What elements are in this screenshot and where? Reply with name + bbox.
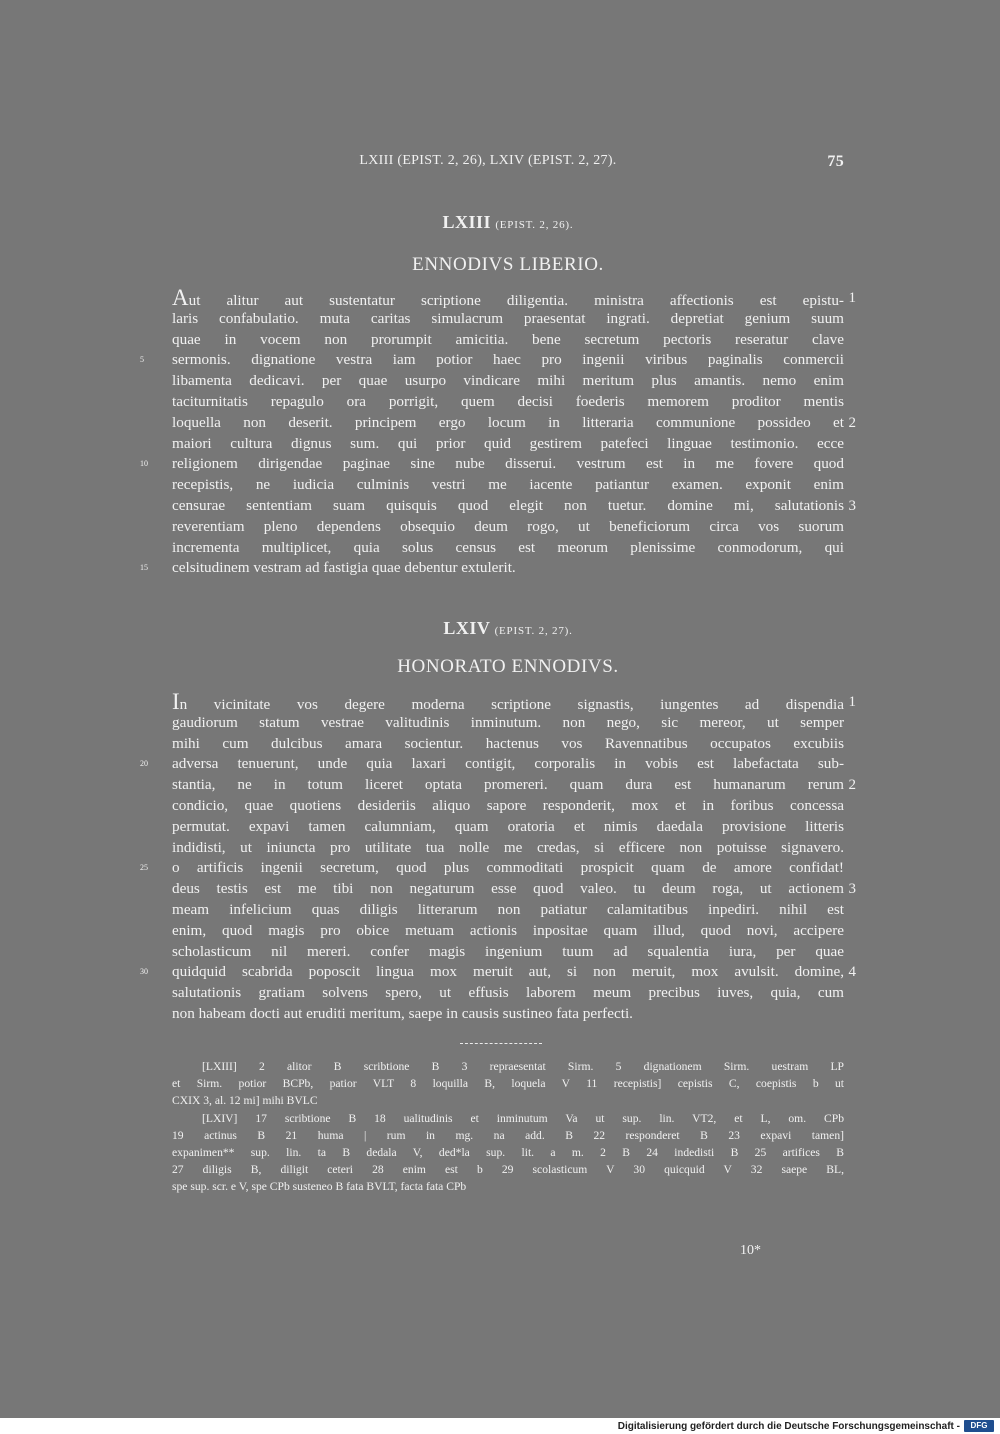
text-line <box>172 309 844 330</box>
text-line <box>172 371 844 392</box>
line-text: indidisti, ut iniuncta pro utilitate tua nolle me credas, si efficere non potuisse signavero. <box>172 838 844 856</box>
line-text: condicio, quae quotiens desideriis aliquo sapore responderit, mox et in foribus concessa <box>172 796 844 814</box>
line-text: taciturnitatis repagulo ora porrigit, quem decisi foederis memorem proditor mentis <box>172 392 844 410</box>
line-text: loquella non deserit. principem ergo locum in litteraria communione possideo et <box>172 413 844 431</box>
text-line <box>172 285 856 310</box>
line-text: meam infelicium quas diligis litterarum non patiatur calamitatibus inpediri. nihil est <box>172 900 844 918</box>
chapter-number: 3 <box>848 497 856 514</box>
line-text: incrementa multiplicet, quia solus census est meorum plenissime conmodorum, qui <box>172 538 844 556</box>
text-line <box>172 434 844 455</box>
line-text: deus testis est me tibi non negaturum esse quod valeo. tu deum roga, ut actionem <box>172 880 844 898</box>
line-text: reverentiam pleno dependens obsequio deum rogo, ut beneficiorum circa vos suorum <box>172 517 844 535</box>
line-text: gaudiorum statum vestrae valitudinis inminutum. non nego, sic mereor, ut semper <box>172 713 844 731</box>
line-text: salutationis gratiam solvens spero, ut effusis laborem meum precibus iuves, quia, cum <box>172 984 844 1002</box>
line-number: 20 <box>140 759 148 769</box>
line-number: 5 <box>140 355 144 365</box>
running-head-title: LXIII (EPIST. 2, 26), LXIV (EPIST. 2, 27). <box>359 153 617 168</box>
line-text: religionem dirigendae paginae sine nube disserui. vestrum est in me fovere quod <box>172 455 844 473</box>
text-line <box>172 734 844 755</box>
apparatus-line: [LXIV] 17 scribtione B 18 ualitudinis et inminutum Va ut sup. lin. VT2, et L, om. CPb <box>202 1111 844 1125</box>
chapter-number: 1 <box>848 694 856 710</box>
letter-number: LXIV <box>443 618 491 638</box>
text-line <box>172 392 844 413</box>
text-line <box>172 538 844 559</box>
salutation-lxiii: ENNODIVS LIBERIO. <box>412 254 604 275</box>
text-line <box>140 454 844 475</box>
letter-heading-lxiv <box>172 618 844 639</box>
text-line <box>172 413 856 434</box>
line-text: ut alitur aut sustentatur scriptione diligentia. ministra affectionis est epistu- <box>188 292 844 309</box>
chapter-number: 1 <box>848 290 856 306</box>
line-number: 25 <box>140 863 148 873</box>
text-line <box>140 754 844 775</box>
text-line <box>172 689 856 714</box>
apparatus-line: 19 actinus B 21 huma | rum in mg. na add. B 22 responderet B 23 expavi tamen] <box>172 1128 844 1142</box>
line-text: censurae sententiam suam quisquis quod elegit non tuetur. domine mi, salutationis <box>172 496 844 514</box>
text-line <box>172 921 844 942</box>
page-number: 75 <box>827 153 844 170</box>
line-text: stantia, ne in totum liceret optata promereri. quam dura est humanarum rerum <box>172 776 844 794</box>
letter-ref: (EPIST. 2, 27). <box>494 625 573 637</box>
letter-heading-lxiii <box>172 212 844 233</box>
apparatus-line: spe sup. scr. e V, spe CPb susteneo B fata BVLT, facta fata CPb <box>172 1180 467 1194</box>
letter-body-lxiii <box>140 285 856 579</box>
line-text: celsitudinem vestram ad fastigia quae debentur extulerit. <box>172 559 516 577</box>
line-text: recepistis, ne iudicia culminis vestri me iacente patiantur examen. exponit enim <box>172 476 844 494</box>
line-text: scholasticum nil mereri. confer magis ingenium tuum ad squalentia iura, per quae <box>172 942 844 960</box>
text-line <box>140 558 844 579</box>
text-line <box>172 983 844 1004</box>
line-text: sermonis. dignatione vestra iam potior haec pro ingenii viribus paginalis conmercii <box>172 351 844 369</box>
apparatus-line: expanimen** sup. lin. ta B dedala V, ded*la sup. lit. a m. 2 B 24 indedisti B 25 artifices B <box>172 1145 844 1159</box>
initial-letter: I <box>172 689 180 714</box>
line-text: o artificis ingenii secretum, quod plus commoditati prospicit quam de amore confidat! <box>172 859 844 877</box>
text-line <box>172 942 844 963</box>
line-text: laris confabulatio. muta caritas simulacrum praesentat ingrati. depretiat genium suum <box>172 309 844 327</box>
text-line <box>172 496 856 517</box>
footer-text: Digitalisierung gefördert durch die Deutsche Forschungsgemeinschaft - <box>617 1421 960 1432</box>
initial-letter: A <box>172 285 189 310</box>
text-line <box>172 330 844 351</box>
text-line <box>172 817 844 838</box>
chapter-number: 2 <box>848 777 856 794</box>
text-line <box>172 838 844 859</box>
line-text: permutat. expavi tamen calumniam, quam oratoria et nimis daedala provisione litteris <box>172 817 844 835</box>
text-line <box>172 713 844 734</box>
line-text: quidquid scabrida poposcit lingua mox meruit aut, si non meruit, mox avulsit. domine, <box>172 963 844 981</box>
line-text: non habeam docti aut eruditi meritum, saepe in causis sustineo fata perfecti. <box>172 1004 633 1022</box>
line-text: n vicinitate vos degere moderna scriptione signastis, iungentes ad dispendia <box>179 696 844 713</box>
letter-body-lxiv <box>140 689 856 1025</box>
apparatus-line: 27 diligis B, diligit ceteri 28 enim est b 29 scolasticum V 30 quicquid V 32 saepe BL, <box>172 1163 844 1177</box>
chapter-number: 3 <box>848 881 856 898</box>
chapter-number: 2 <box>848 414 856 431</box>
line-text: mihi cum dulcibus amara socientur. hactenus vos Ravennatibus occupatos excubiis <box>172 734 844 752</box>
line-number: 30 <box>140 967 148 977</box>
text-line <box>140 350 844 371</box>
chapter-number: 4 <box>848 964 856 981</box>
footer-bar <box>0 1418 1000 1434</box>
text-line <box>172 775 856 796</box>
text-line <box>140 962 856 983</box>
dfg-logo: DFG <box>964 1420 994 1432</box>
apparatus-line: et Sirm. potior BCPb, patior VLT 8 loquilla B, loquela V 11 recepistis] cepistis C, coepistis b ut <box>172 1077 844 1091</box>
critical-apparatus <box>172 1058 844 1196</box>
line-text: enim, quod magis pro obice metuam actionis inpositae quam illud, quod novi, accipere <box>172 921 844 939</box>
line-text: libamenta dedicavi. per quae usurpo vindicare mihi meritum plus amantis. nemo enim <box>172 372 844 390</box>
line-number: 10 <box>140 459 148 469</box>
text-line <box>140 858 844 879</box>
running-head <box>172 153 844 169</box>
text-line <box>172 879 856 900</box>
signature-mark: 10* <box>740 1243 761 1258</box>
line-text: adversa tenuerunt, unde quia laxari contigit, corporalis in vobis est labefactata sub- <box>172 755 844 773</box>
apparatus-line: [LXIII] 2 alitor B scribtione B 3 repraesentat Sirm. 5 dignationem Sirm. uestram LP <box>202 1060 844 1073</box>
letter-ref: (EPIST. 2, 26). <box>495 219 574 231</box>
separator-rule <box>460 1043 542 1044</box>
text-line <box>172 900 844 921</box>
apparatus-line: CXIX 3, al. 12 mi] mihi BVLC <box>172 1094 318 1108</box>
line-text: quae in vocem non prorumpit amicitia. bene secretum pectoris reseratur clave <box>172 330 844 348</box>
text-line <box>172 517 844 538</box>
text-line <box>172 1004 844 1025</box>
text-line <box>172 475 844 496</box>
line-number: 15 <box>140 563 148 573</box>
letter-number: LXIII <box>442 212 492 232</box>
text-line <box>172 796 844 817</box>
salutation-lxiv: HONORATO ENNODIVS. <box>397 656 619 677</box>
line-text: maiori cultura dignus sum. qui prior quid gestirem patefeci linguae testimonio. ecce <box>172 434 844 452</box>
